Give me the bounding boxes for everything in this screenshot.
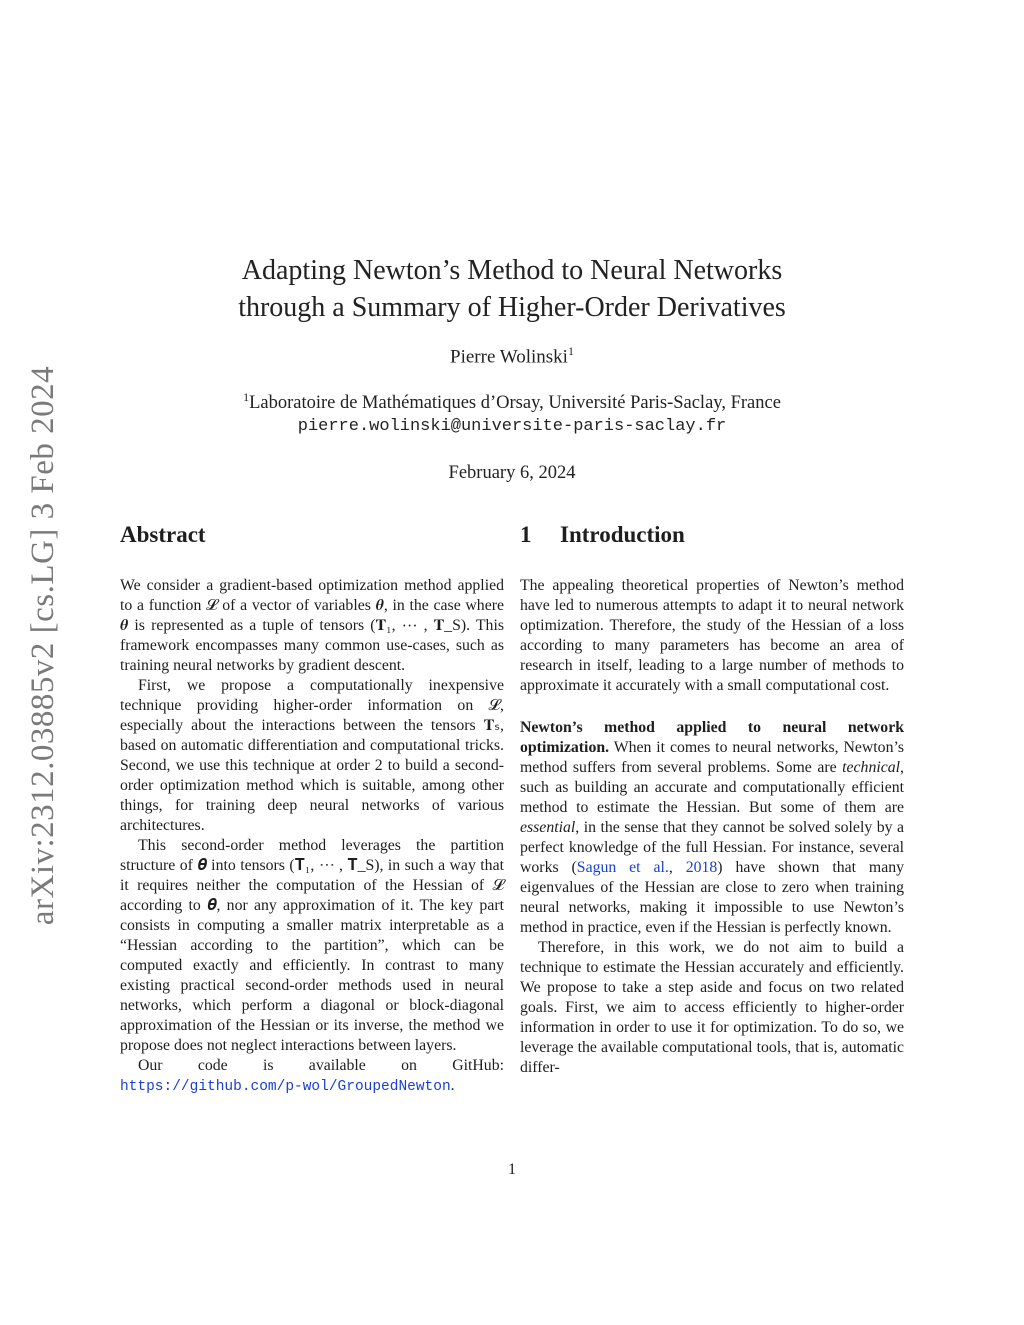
introduction-paragraph-1: The appealing theoretical properties of Newton’s method have led to numerous attempts to adapt it to neural network optimization. Therefore, the study of the Hessian of a loss according to many parameters has become an area of research in itself, leading to a large number of methods to approximate it accurately with a small computational cost. — [520, 577, 904, 694]
github-link[interactable]: https://github.com/p-wol/GroupedNewton — [120, 1079, 451, 1095]
abstract-paragraph-3: This second-order method leverages the partition structure of 𝜽 into tensors (𝐓₁, ⋯ , 𝐓_S), in such a way that it requires neither the computation of the Hessian of 𝓛 according to 𝜽, nor any approximation of it. The key part consists in computing a smaller matrix interpretable as a “Hessian according to the partition”, which can be computed exactly and efficiently. In contrast to many existing practical second-order methods used in neural networks, which perform a diagonal or block-diagonal approximation of the Hessian or its inverse, the method we propose does not neglect interactions between layers. — [120, 837, 504, 1054]
intro-p2-a: When it comes to neural networks, Newton’s method suffers from several problems. Some are — [520, 739, 904, 776]
abstract-heading: Abstract — [120, 522, 206, 547]
citation-author-link[interactable]: Sagun et al. — [576, 859, 669, 876]
introduction-heading — [520, 520, 904, 550]
introduction-paragraph-3: Therefore, in this work, we do not aim to build a technique to estimate the Hessian accurately and efficiently. We propose to take a step aside and focus on two related goals. First, we aim to access efficiently to higher-order information in order to use it for optimization. To do so, we leverage the available computational tools, that is, automatic differ- — [520, 939, 904, 1076]
title-line-2: through a Summary of Higher-Order Derivatives — [238, 292, 786, 323]
abstract-paragraph-4 — [120, 1056, 504, 1097]
intro-p2-b: , such as building an accurate and computationally efficient method to estimate the Hessian. But some of them are — [520, 759, 904, 816]
citation-year-link[interactable]: 2018 — [685, 859, 718, 876]
arxiv-identifier-text: arXiv:2312.03885v2 [cs.LG] 3 Feb 2024 — [25, 365, 62, 925]
section-title: Introduction — [560, 522, 685, 547]
publication-date: February 6, 2024 — [448, 463, 576, 483]
code-availability-text: Our code is available on GitHub: — [138, 1057, 504, 1074]
abstract-paragraph-2: First, we propose a computationally inexpensive technique providing higher-order information on 𝓛, especially about the interactions between the tensors 𝐓ₛ, based on automatic differentiation and computational tricks. Second, we use this technique at order 2 to build a second-order optimization method which is suitable, among other things, for training deep neural networks of various architectures. — [120, 677, 504, 834]
page-number: 1 — [508, 1161, 516, 1178]
intro-p2-c: , in the sense that they cannot be solved solely by a perfect knowledge of the full Hessian. For instance, several works ( — [520, 819, 904, 876]
code-availability-end: . — [450, 1077, 455, 1094]
citation-separator: , — [668, 859, 686, 876]
author — [120, 344, 904, 368]
author-name: Pierre Wolinski — [450, 346, 568, 368]
author-superscript: 1 — [567, 344, 574, 358]
intro-p2-emphasis-essential: essential — [520, 819, 576, 836]
paragraph-title: Newton’s method applied to neural network optimization. — [520, 719, 904, 756]
author-email[interactable]: pierre.wolinski@universite-paris-saclay.fr — [297, 417, 727, 437]
affiliation-superscript: 1 — [243, 390, 250, 404]
intro-p2-emphasis-technical: technical — [842, 759, 901, 776]
arxiv-identifier — [22, 360, 66, 930]
introduction-paragraph-2 — [520, 718, 904, 938]
introduction-column — [520, 520, 904, 1078]
affiliation: Laboratoire de Mathématiques d’Orsay, Université Paris-Saclay, France — [249, 393, 781, 414]
section-number: 1 — [520, 522, 532, 547]
title-line-1: Adapting Newton’s Method to Neural Networks — [241, 255, 783, 286]
intro-p2-d: ) have shown that many eigenvalues of the Hessian are close to zero when training neural networks, making it impossible to use Newton’s method in practice, even if the Hessian is perfectly known. — [520, 859, 904, 936]
affiliation-block — [120, 385, 904, 439]
abstract-paragraph-1: We consider a gradient-based optimization method applied to a function 𝓛 of a vector of variables 𝜽, in the case where 𝜽 is represented as a tuple of tensors (𝐓₁, ⋯ , 𝐓_S). This framework encompasses many common use-cases, such as training neural networks by gradient descent. — [120, 577, 504, 674]
abstract-column — [120, 520, 504, 1097]
paper-title — [120, 252, 904, 326]
